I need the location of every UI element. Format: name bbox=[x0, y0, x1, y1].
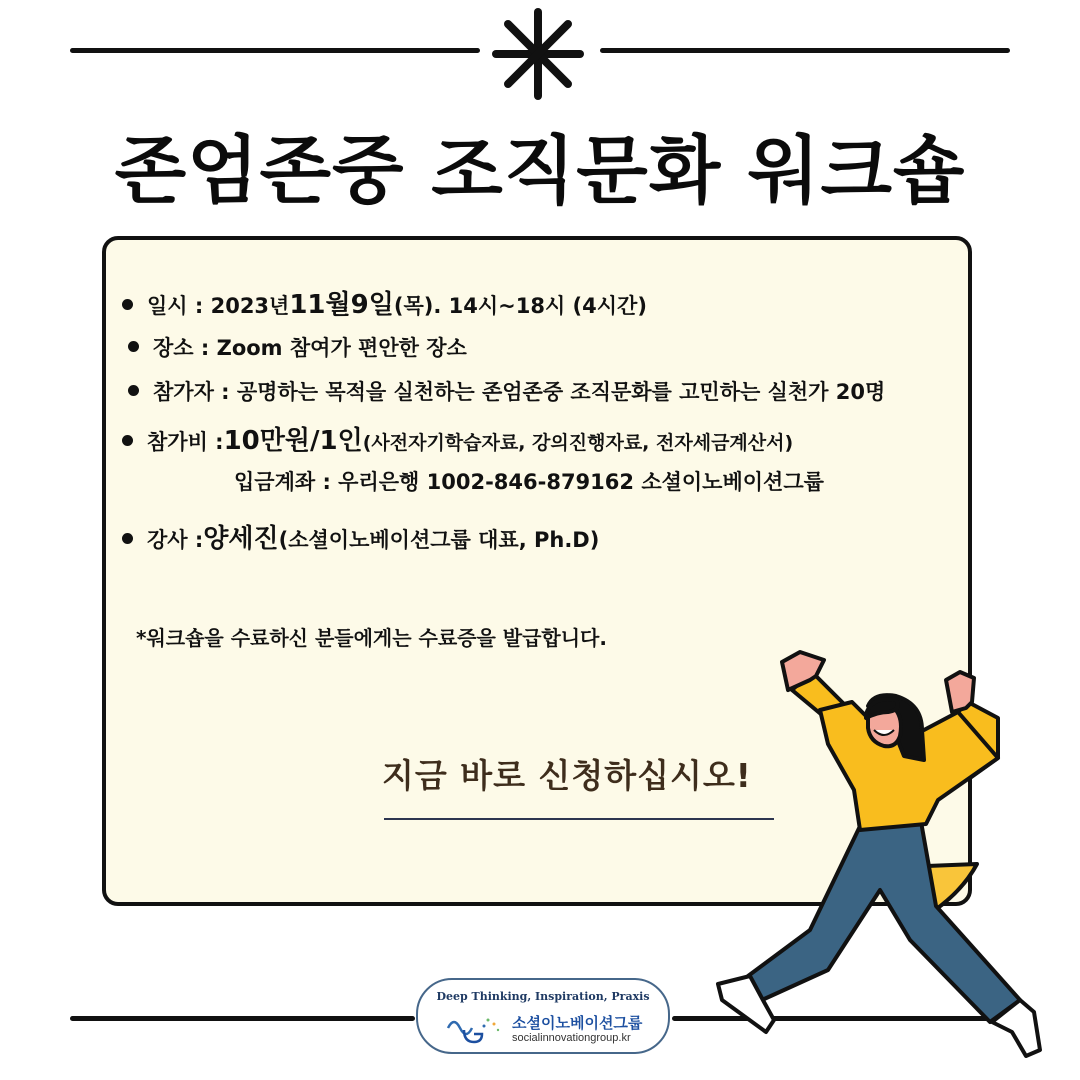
account-text: 입금계좌 : 우리은행 1002-846-879162 소셜이노베이션그룹 bbox=[234, 470, 824, 494]
logo-name: 소셜이노베이션그룹 bbox=[512, 1014, 643, 1032]
logo-url: socialinnovationgroup.kr bbox=[512, 1032, 631, 1044]
participants-text: 참가자 : 공명하는 목적을 실천하는 존엄존중 조직문화를 고민하는 실천가 20명 bbox=[153, 380, 886, 404]
certificate-note: *워크숍을 수료하신 분들에게는 수료증을 발급합니다. bbox=[136, 626, 607, 650]
bottom-left-divider bbox=[70, 1016, 415, 1021]
bullet-icon bbox=[128, 385, 139, 396]
instructor-row bbox=[122, 518, 599, 555]
instructor-highlight: 양세진 bbox=[203, 524, 279, 554]
top-left-divider bbox=[70, 48, 480, 53]
date-label: 일시 : 2023년 bbox=[147, 294, 290, 318]
fee-highlight: 10만원/1인 bbox=[223, 426, 363, 456]
date-row bbox=[122, 284, 647, 321]
participants-row bbox=[128, 376, 885, 406]
bullet-icon bbox=[122, 299, 133, 310]
cta-text: 지금 바로 신청하십시오! bbox=[382, 756, 752, 795]
place-row bbox=[128, 332, 467, 362]
account-row bbox=[234, 466, 824, 496]
top-right-divider bbox=[600, 48, 1010, 53]
fee-label: 참가비 : bbox=[147, 430, 224, 454]
fee-row bbox=[122, 420, 793, 457]
instructor-rest: (소셜이노베이션그룹 대표, Ph.D) bbox=[278, 528, 600, 552]
date-rest: (목). 14시~18시 (4시간) bbox=[393, 294, 647, 318]
logo-tagline: Deep Thinking, Inspiration, Praxis bbox=[436, 990, 650, 1003]
organization-logo bbox=[416, 978, 670, 1054]
bullet-icon bbox=[122, 435, 133, 446]
cheering-person-illustration bbox=[700, 640, 1080, 1080]
asterisk-icon bbox=[488, 4, 588, 104]
fee-rest: (사전자기학습자료, 강의진행자료, 전자세금계산서) bbox=[362, 432, 794, 454]
bullet-icon bbox=[122, 533, 133, 544]
bullet-icon bbox=[128, 341, 139, 352]
page-title: 존엄존중 조직문화 워크숍 bbox=[114, 128, 966, 214]
instructor-label: 강사 : bbox=[147, 528, 204, 552]
logo-mark-icon bbox=[444, 1010, 504, 1046]
place-text: 장소 : Zoom 참여가 편안한 장소 bbox=[153, 336, 467, 360]
date-highlight: 11월9일 bbox=[289, 290, 394, 320]
